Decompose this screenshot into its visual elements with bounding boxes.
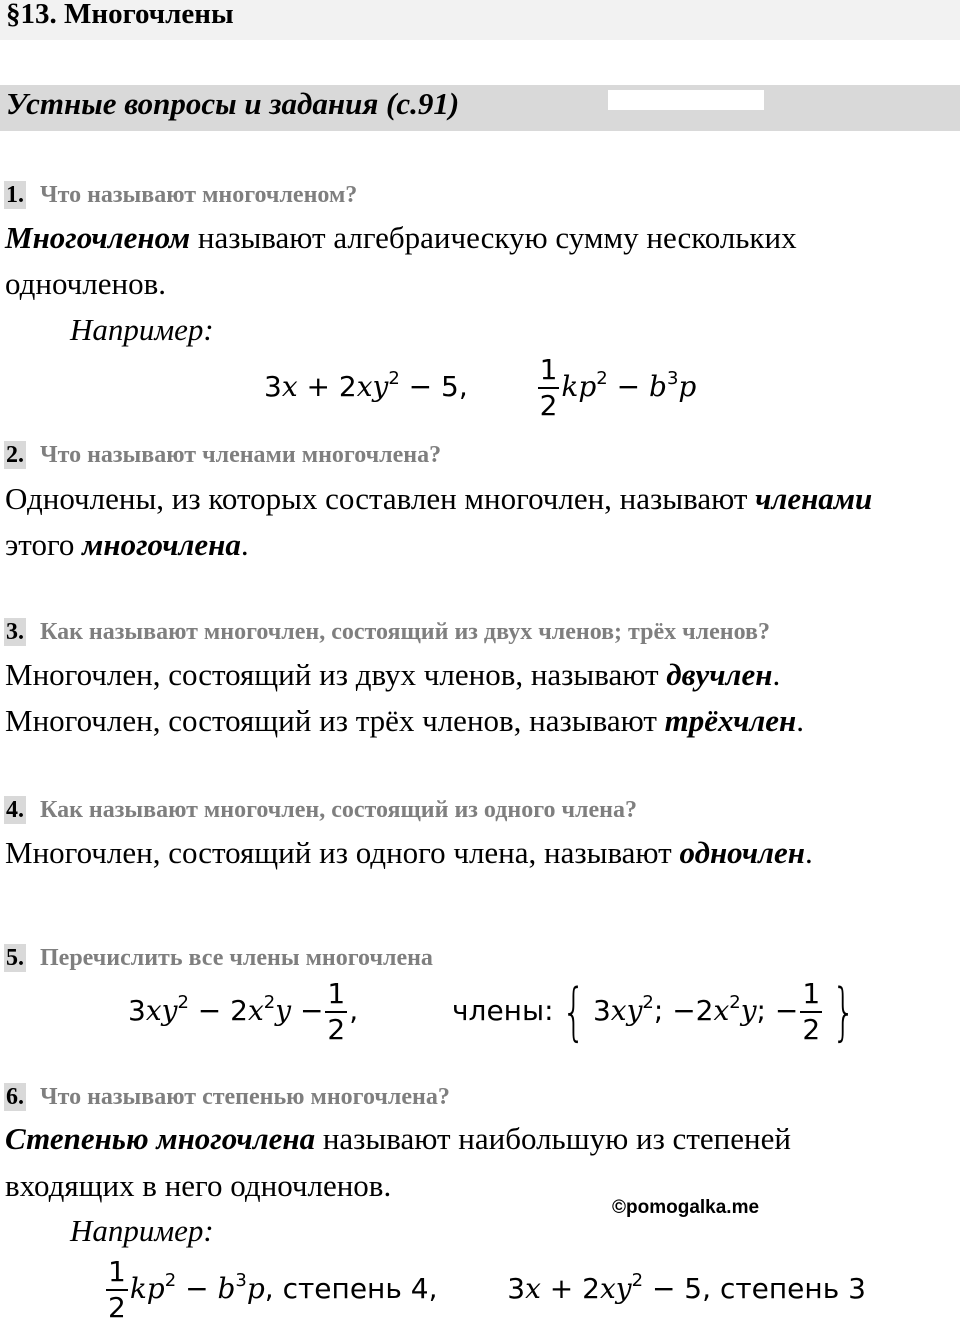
term-members: членами [755,481,873,516]
polynomial-formula-5: $3xy^2 - 2x^2y$ − $\frac{1}{2}$ , [128,977,359,1046]
page-title: §13. Многочлены [6,0,234,30]
answer-6-line-1 [5,1121,791,1157]
question-number-6: 6. [6,1084,24,1110]
members-formula-5: члены: { $3xy^2$; $-2x^2y$; − $\frac{1}{2}$ } [452,975,856,1048]
question-number-3: 3. [6,619,24,645]
answer-4-end: . [805,835,813,870]
answer-3-text-2: Многочлен, состоящий из трёх членов, называют [5,703,665,738]
answer-2-line-2 [5,527,249,563]
answer-4-text: Многочлен, состоящий из одного члена, называют [5,835,680,870]
example-label-6: Например: [70,1213,214,1248]
answer-3-end-1: . [772,657,781,692]
degree-1: степень 4, [282,1272,438,1305]
example-formula-1: $3x + 2xy^2 - 5$, $\frac{1}{2}$ $kp^2 - b^3p$ [264,353,697,422]
question-number-5: 5. [6,945,24,971]
question-6: Что называют степенью многочлена? [40,1084,450,1110]
answer-4-line-1 [5,835,813,871]
question-number-2: 2. [6,442,24,468]
answer-2-line-1 [5,481,872,517]
example-formula-6: $\frac{1}{2}$ $kp^2 - b^3p$, степень 4, $3x + 2xy^2 - 5$, степень 3 [108,1255,866,1324]
answer-2-text: Одночлены, из которых составлен многочлен, называют [5,481,756,516]
term-polynomial-gen: многочлена [82,527,241,562]
answer-2-text-2: этого [5,527,83,562]
term-binomial: двучлен [666,657,773,692]
answer-1-text: называют алгебраическую сумму нескольких [190,220,797,255]
term-trinomial: трёхчлен [664,703,797,738]
example-label-1: Например: [70,312,214,347]
question-number-1: 1. [6,182,24,208]
answer-2-end: . [240,527,249,562]
question-4: Как называют многочлен, состоящий из одного члена? [40,797,637,823]
term-degree: Степенью многочлена [5,1121,316,1156]
members-label: члены: [452,994,554,1027]
question-2: Что называют членами многочлена? [40,442,442,468]
answer-1-line-1 [5,220,797,256]
answer-6-text: называют наибольшую из степеней [315,1121,791,1156]
question-number-4: 4. [6,797,24,823]
redaction-box [608,90,764,110]
term-polynomial: Многочленом [5,220,191,255]
term-monomial: одночлен [679,835,806,870]
question-1: Что называют многочленом? [40,182,358,208]
watermark: ©pomogalka.me [612,1197,760,1218]
degree-2: степень 3 [719,1272,866,1305]
answer-1-line-2: одночленов. [5,266,166,301]
answer-3-end-2: . [796,703,805,738]
question-3: Как называют многочлен, состоящий из двух членов; трёх членов? [40,619,770,645]
question-5: Перечислить все члены многочлена [40,945,433,971]
answer-3-line-1 [5,657,780,693]
answer-3-line-2 [5,703,804,739]
section-title: Устные вопросы и задания (с.91) [6,86,460,121]
answer-3-text-1: Многочлен, состоящий из двух членов, называют [5,657,667,692]
answer-6-line-2: входящих в него одночленов. [5,1168,392,1203]
